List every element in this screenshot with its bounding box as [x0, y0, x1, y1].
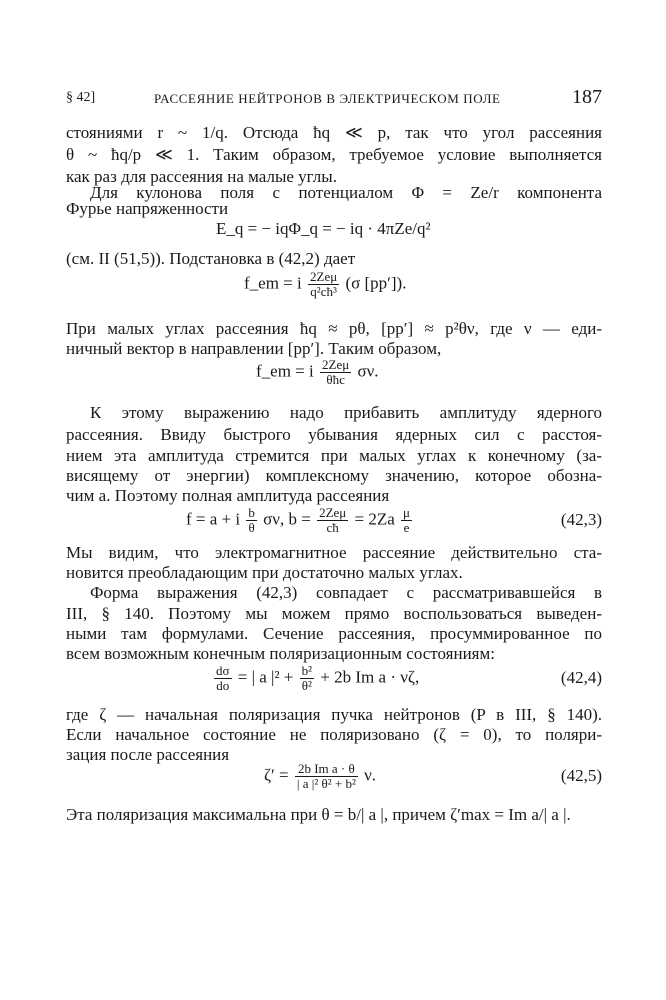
equation-field-fourier: E_q = − iqΦ_q = − iq · 4πZe/q²: [216, 219, 431, 238]
text-line: К этому выражению надо прибавить амплитуду ядерного: [90, 403, 602, 422]
text-line: При малых углах рассеяния ħq ≈ pθ, [pp′] ≈ p²θν, где ν — еди-: [66, 319, 602, 338]
text-line: стояниями r ~ 1/q. Отсюда ħq ≪ p, так что угол рассеяния: [66, 123, 602, 142]
equation-number: (42,3): [560, 510, 602, 529]
text-line: Фурье напряженности: [66, 199, 229, 218]
running-header: [66, 86, 602, 110]
text-line: Если начальное состояние не поляризовано (ζ = 0), то поляри-: [66, 725, 602, 744]
equation-cross-section: $\frac{d\sigma}{do}$ = | a |² + $\frac{\text{b²}}{\text{θ²}}$ + 2b Im a · νζ,: [216, 663, 420, 693]
section-ref: § 42]: [66, 90, 96, 105]
equation-f-em-1: f_em = i $\frac{\text{2Zeμ}}{\text{q²cħ³}}$ (σ [pp′]).: [244, 269, 407, 299]
text-line: новится преобладающим при достаточно малых углах.: [66, 563, 463, 582]
text-line: θ ~ ħq/p ≪ 1. Таким образом, требуемое условие выполняется: [66, 145, 602, 164]
page-number: 187: [572, 86, 602, 108]
text-line: нием эта амплитуда стремится при малых углах к конечному (за-: [66, 446, 602, 465]
text-line: ничный вектор в направлении [pp′]. Таким образом,: [66, 339, 442, 358]
equation-f-em-2: f_em = i $\frac{\text{2Zeμ}}{\text{θħc}}$ σν.: [256, 357, 379, 387]
text-line: чим a. Поэтому полная амплитуда рассеяния: [66, 486, 390, 505]
text-line: висящему от энергии) комплексному значению, которое обозна-: [66, 466, 602, 485]
text-line: (см. II (51,5)). Подстановка в (42,2) дает: [66, 249, 356, 268]
equation-total-amplitude: f = a + i $\frac{b}{\theta}$ σν, b = $\frac{\text{2Zeμ}}{cħ}$ = 2Za $\frac{\mu}{e}$: [186, 505, 411, 535]
text-line: зация после рассеяния: [66, 745, 230, 764]
equation-polarization: ζ′ = $\frac{\text{2b Im a · θ}}{\text{| a |² θ² + b²}}$ ν.: [264, 761, 377, 791]
running-title: РАССЕЯНИЕ НЕЙТРОНОВ В ЭЛЕКТРИЧЕСКОМ ПОЛЕ: [154, 91, 501, 106]
text-line: Форма выражения (42,3) совпадает с рассматривавшейся в: [90, 583, 602, 602]
text-line: где ζ — начальная поляризация пучка нейтронов (P в III, § 140).: [66, 705, 602, 724]
text-line: ными там формулами. Сечение рассеяния, просуммированное по: [66, 624, 602, 643]
text-line: Мы видим, что электромагнитное рассеяние действительно ста-: [66, 543, 602, 562]
text-line: рассеяния. Ввиду быстрого убывания ядерных сил с расстоя-: [66, 425, 602, 444]
equation-number: (42,4): [560, 668, 602, 687]
text-line: Для кулонова поля с потенциалом Φ = Ze/r компонента: [90, 183, 602, 202]
text-line: всем возможным конечным поляризационным состояниям:: [66, 644, 495, 663]
equation-number: (42,5): [560, 766, 602, 785]
text-line: III, § 140. Поэтому мы можем прямо воспользоваться выведен-: [66, 604, 602, 623]
text-line: Эта поляризация максимальна при θ = b/| a |, причем ζ′max = Im a/| a |.: [66, 805, 571, 824]
text-line: как раз для рассеяния на малые углы.: [66, 167, 337, 186]
